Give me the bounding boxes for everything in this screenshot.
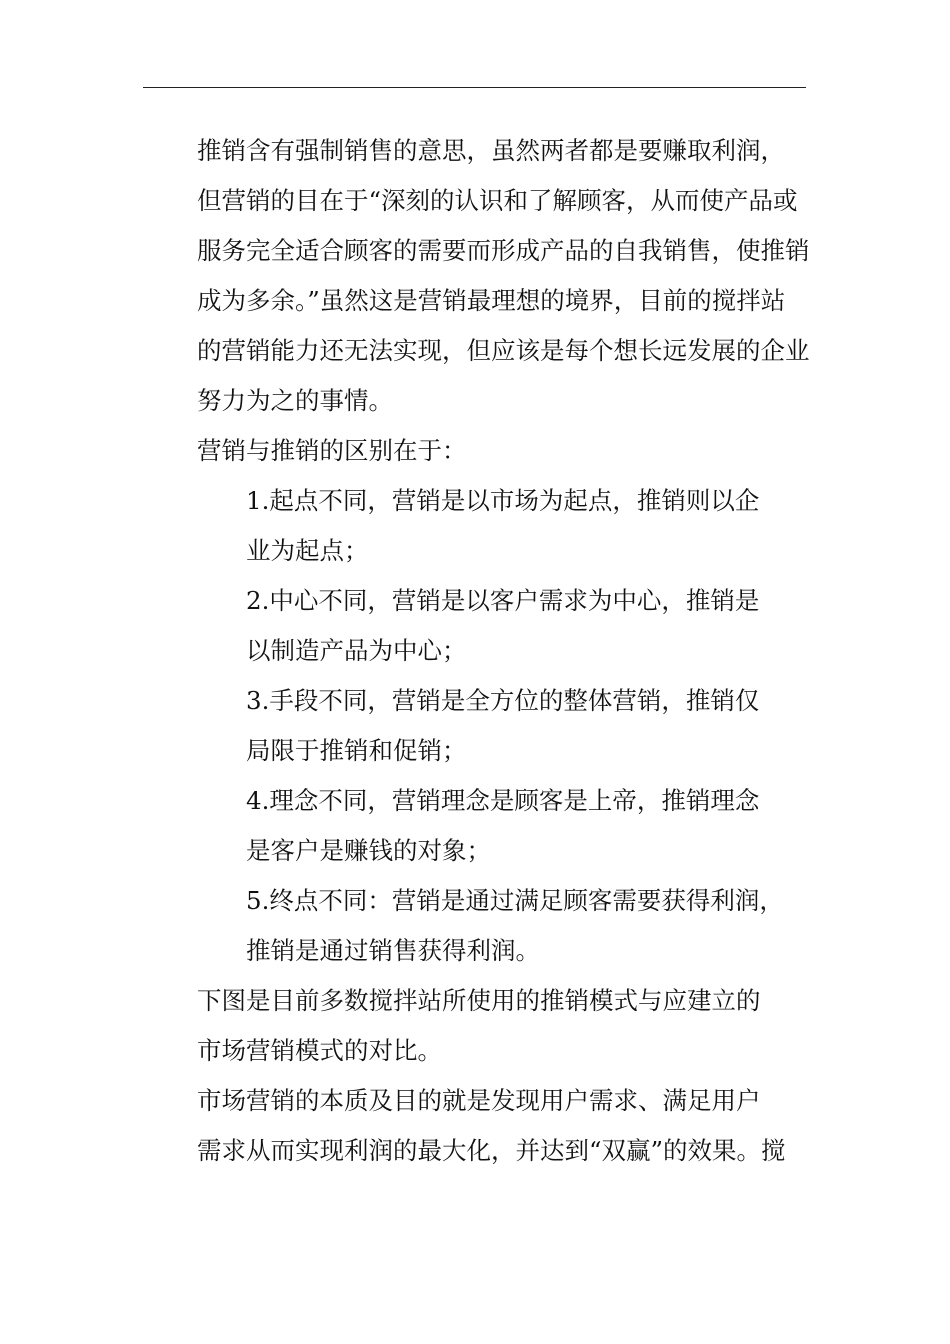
- text-line: 1.起点不同，营销是以市场为起点，推销则以企: [246, 486, 760, 515]
- text-line: 的营销能力还无法实现，但应该是每个想长远发展的企业: [197, 336, 810, 365]
- document-body: [145, 126, 810, 1176]
- text-line: 下图是目前多数搅拌站所使用的推销模式与应建立的: [197, 986, 761, 1015]
- text-line: 成为多余。”虽然这是营销最理想的境界，目前的搅拌站: [197, 286, 786, 315]
- body-paragraph: [145, 126, 810, 426]
- list-item-paragraph: [145, 476, 805, 576]
- text-line: 服务完全适合顾客的需要而形成产品的自我销售，使推销: [197, 236, 810, 265]
- text-line: 但营销的目在于“深刻的认识和了解顾客，从而使产品或: [197, 186, 798, 215]
- list-item-paragraph: [145, 576, 805, 676]
- list-item-paragraph: [145, 876, 805, 976]
- text-line: 营销与推销的区别在于：: [197, 436, 467, 465]
- body-paragraph: [145, 1076, 805, 1176]
- text-line: 推销含有强制销售的意思，虽然两者都是要赚取利润，: [197, 136, 785, 165]
- text-line: 以制造产品为中心；: [246, 636, 467, 665]
- text-line: 需求从而实现利润的最大化，并达到“双赢”的效果。搅: [197, 1136, 786, 1165]
- body-paragraph: [145, 976, 805, 1076]
- text-line: 4.理念不同，营销理念是顾客是上帝，推销理念: [246, 786, 760, 815]
- text-line: 2.中心不同，营销是以客户需求为中心，推销是: [246, 586, 760, 615]
- text-line: 推销是通过销售获得利润。: [246, 936, 540, 965]
- list-item-paragraph: [145, 676, 805, 776]
- list-item-paragraph: [145, 776, 805, 876]
- text-line: 市场营销模式的对比。: [197, 1036, 442, 1065]
- header-rule: [143, 87, 806, 88]
- text-line: 3.手段不同，营销是全方位的整体营销，推销仅: [246, 686, 760, 715]
- text-line: 业为起点；: [246, 536, 369, 565]
- text-line: 5.终点不同：营销是通过满足顾客需要获得利润，: [246, 886, 784, 915]
- text-line: 是客户是赚钱的对象；: [246, 836, 491, 865]
- text-line: 努力为之的事情。: [197, 386, 393, 415]
- text-line: 局限于推销和促销；: [246, 736, 467, 765]
- body-paragraph: [145, 426, 805, 476]
- text-line: 市场营销的本质及目的就是发现用户需求、满足用户: [197, 1086, 761, 1115]
